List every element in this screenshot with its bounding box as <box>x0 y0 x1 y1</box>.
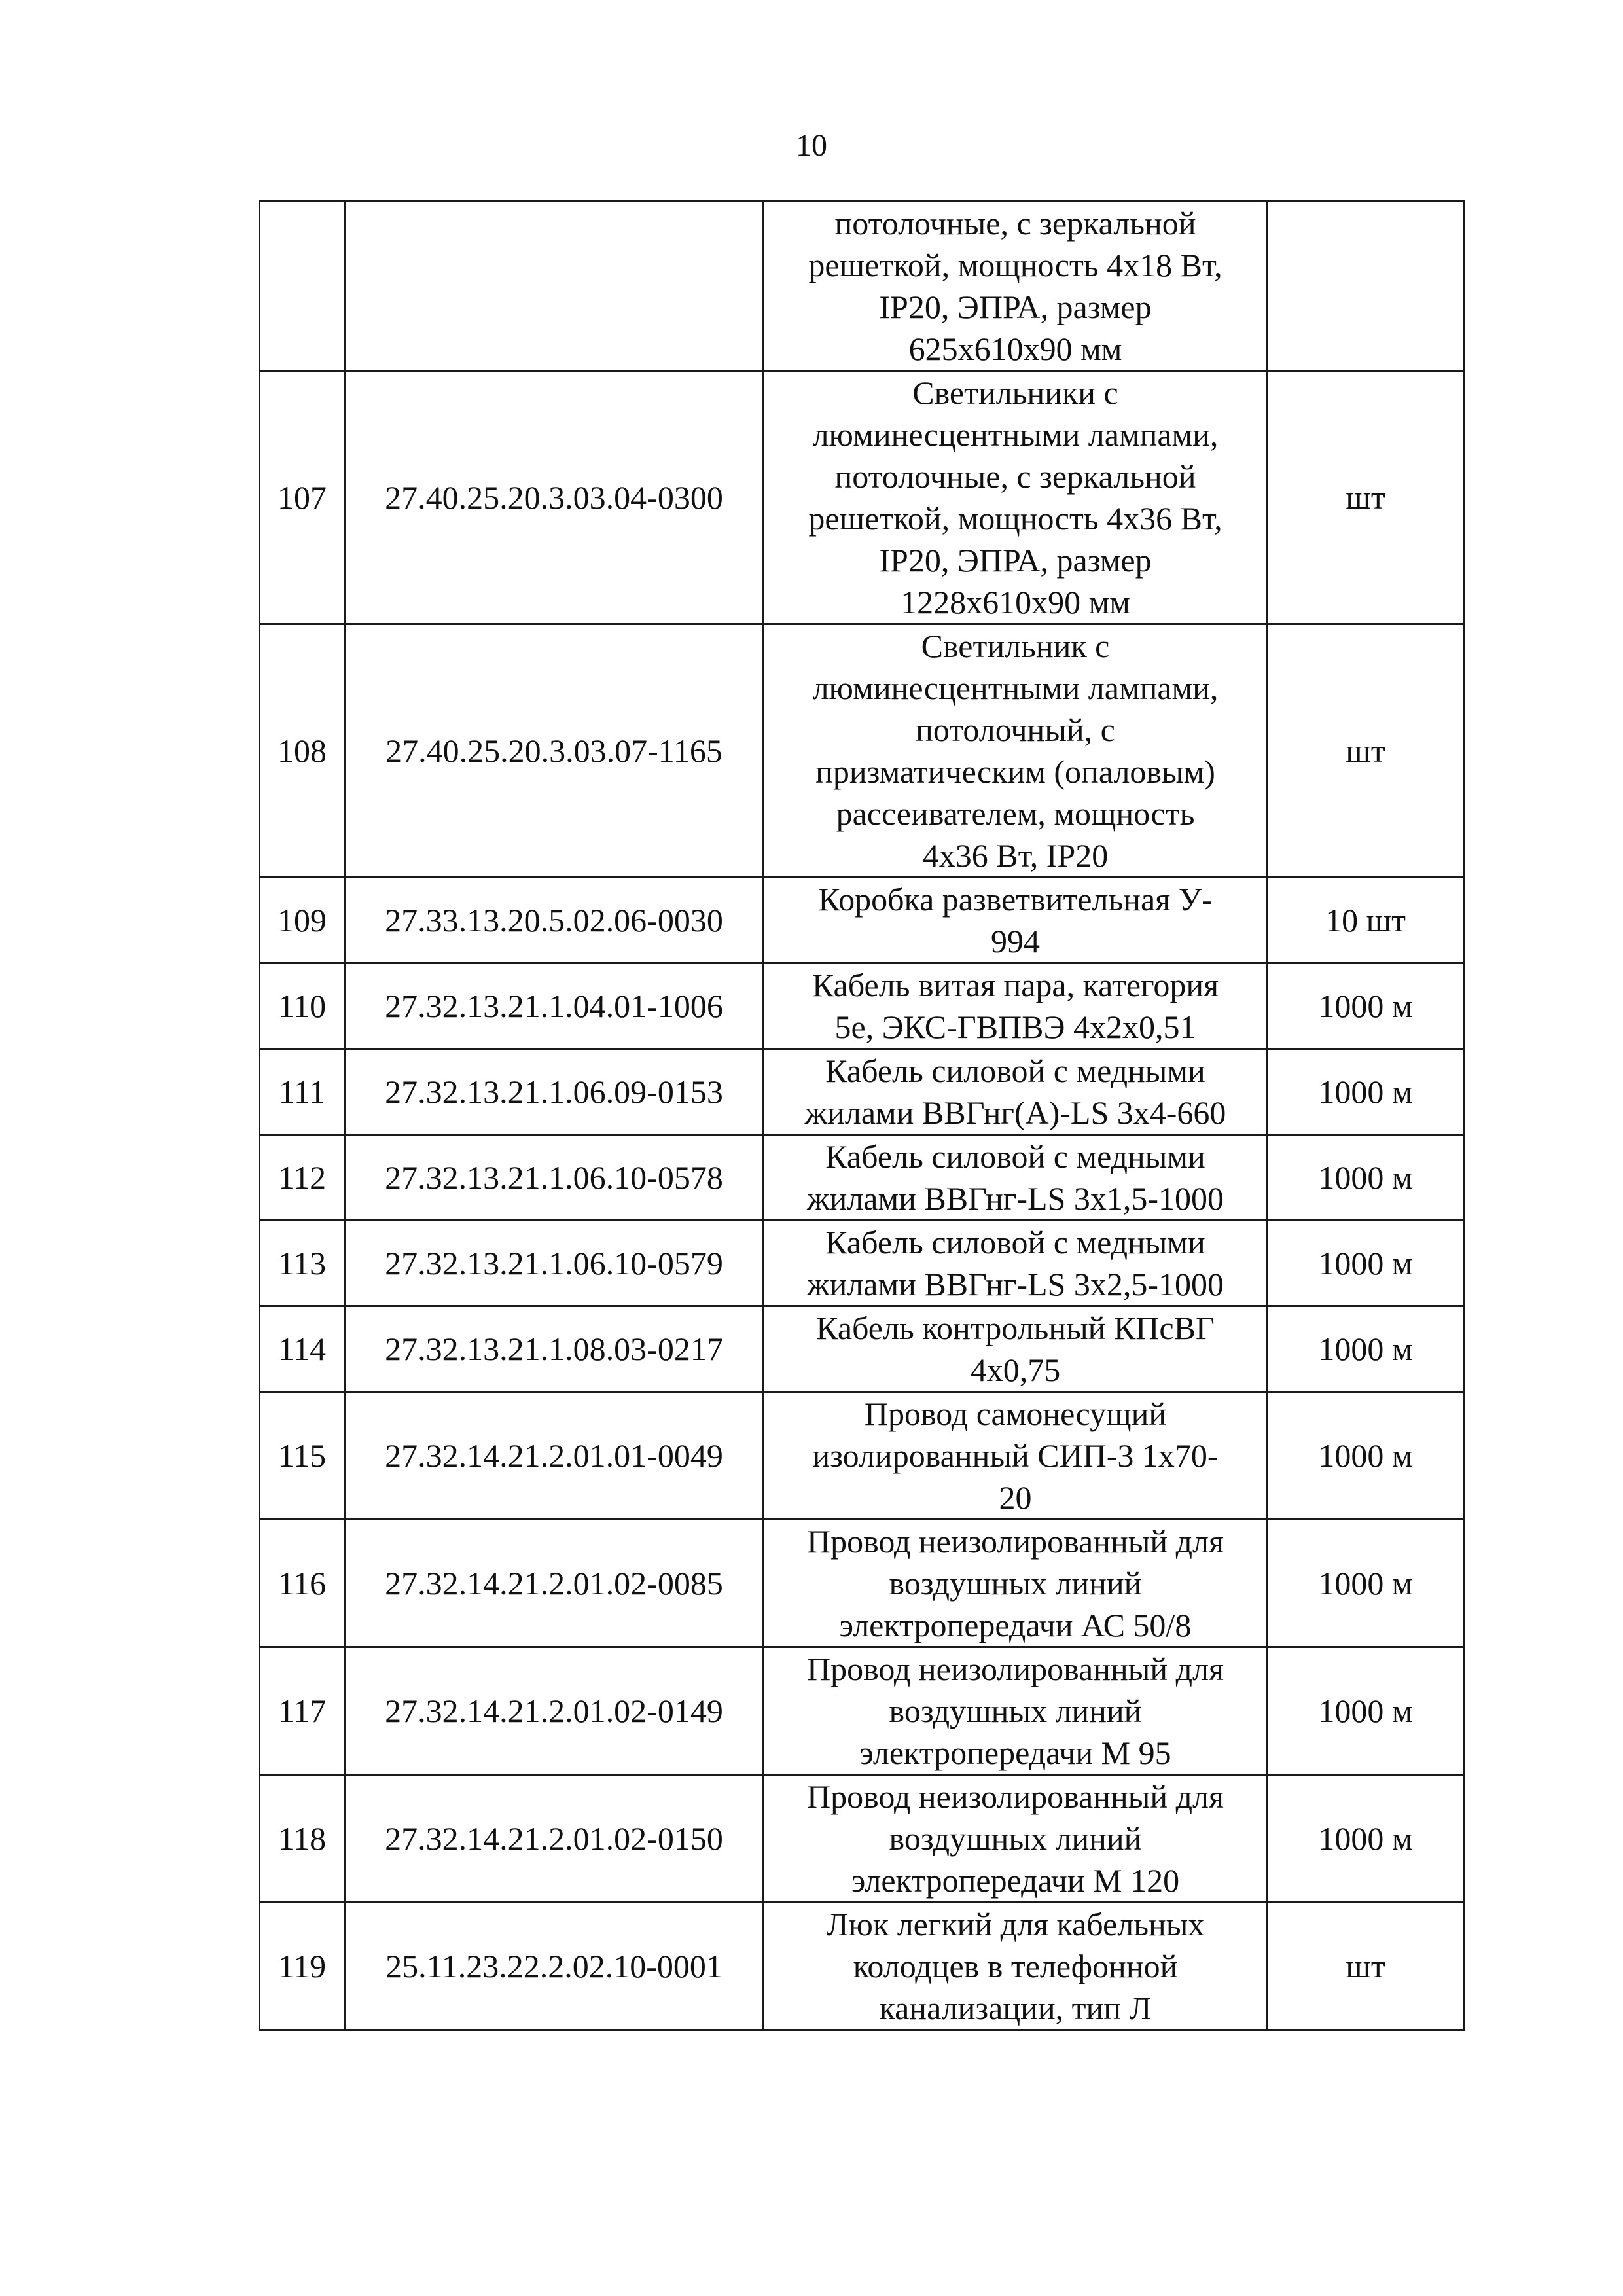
resource-code: 27.32.14.21.2.01.01-0049 <box>345 1392 764 1520</box>
resource-code: 27.32.13.21.1.04.01-1006 <box>345 963 764 1049</box>
resource-name: Провод неизолированный для воздушных линий электропередачи М 120 <box>764 1775 1268 1903</box>
table-row <box>260 878 1464 963</box>
row-number: 112 <box>260 1135 345 1221</box>
table-row <box>260 1049 1464 1135</box>
materials-table <box>259 200 1465 2031</box>
resource-name: Провод самонесущий изолированный СИП-3 1x70- 20 <box>764 1392 1268 1520</box>
resource-code: 27.32.13.21.1.06.09-0153 <box>345 1049 764 1135</box>
unit-of-measure: шт <box>1268 624 1464 878</box>
table-row <box>260 202 1464 371</box>
resource-code: 27.32.13.21.1.06.10-0578 <box>345 1135 764 1221</box>
row-number: 108 <box>260 624 345 878</box>
unit-of-measure: 1000 м <box>1268 1392 1464 1520</box>
unit-of-measure: 1000 м <box>1268 1306 1464 1392</box>
row-number: 113 <box>260 1221 345 1306</box>
row-number <box>260 202 345 371</box>
unit-of-measure <box>1268 202 1464 371</box>
table-row <box>260 1392 1464 1520</box>
table-row <box>260 1520 1464 1647</box>
resource-name: потолочные, с зеркальной решеткой, мощность 4x18 Вт, IP20, ЭПРА, размер 625x610x90 мм <box>764 202 1268 371</box>
resource-code: 27.32.14.21.2.01.02-0085 <box>345 1520 764 1647</box>
row-number: 114 <box>260 1306 345 1392</box>
resource-name: Кабель силовой с медными жилами ВВГнг-LS 3x1,5-1000 <box>764 1135 1268 1221</box>
unit-of-measure: 10 шт <box>1268 878 1464 963</box>
resource-name: Кабель контрольный КПсВГ 4x0,75 <box>764 1306 1268 1392</box>
row-number: 117 <box>260 1647 345 1775</box>
table-row <box>260 963 1464 1049</box>
row-number: 107 <box>260 371 345 624</box>
resource-name: Светильник с люминесцентными лампами, потолочный, с призматическим (опаловым) рассеивателем, мощность 4x36 Вт, IP20 <box>764 624 1268 878</box>
table-row <box>260 624 1464 878</box>
resource-name: Светильники с люминесцентными лампами, потолочные, с зеркальной решеткой, мощность 4x36 Вт, IP20, ЭПРА, размер 1228x610x90 мм <box>764 371 1268 624</box>
table-row <box>260 1775 1464 1903</box>
unit-of-measure: 1000 м <box>1268 963 1464 1049</box>
table-row <box>260 1903 1464 2030</box>
unit-of-measure: шт <box>1268 371 1464 624</box>
resource-code: 27.32.14.21.2.01.02-0149 <box>345 1647 764 1775</box>
resource-code: 27.40.25.20.3.03.07-1165 <box>345 624 764 878</box>
row-number: 110 <box>260 963 345 1049</box>
resource-name: Люк легкий для кабельных колодцев в телефонной канализации, тип Л <box>764 1903 1268 2030</box>
table-row <box>260 1135 1464 1221</box>
table-row <box>260 1647 1464 1775</box>
unit-of-measure: 1000 м <box>1268 1775 1464 1903</box>
unit-of-measure: шт <box>1268 1903 1464 2030</box>
row-number: 115 <box>260 1392 345 1520</box>
resource-code: 27.33.13.20.5.02.06-0030 <box>345 878 764 963</box>
resource-code: 27.32.14.21.2.01.02-0150 <box>345 1775 764 1903</box>
unit-of-measure: 1000 м <box>1268 1049 1464 1135</box>
table-row <box>260 371 1464 624</box>
resource-name: Провод неизолированный для воздушных линий электропередачи АС 50/8 <box>764 1520 1268 1647</box>
resource-code: 25.11.23.22.2.02.10-0001 <box>345 1903 764 2030</box>
unit-of-measure: 1000 м <box>1268 1520 1464 1647</box>
row-number: 109 <box>260 878 345 963</box>
table-row <box>260 1306 1464 1392</box>
unit-of-measure: 1000 м <box>1268 1647 1464 1775</box>
table-row <box>260 1221 1464 1306</box>
resource-code <box>345 202 764 371</box>
resource-name: Кабель силовой с медными жилами ВВГнг-LS 3x2,5-1000 <box>764 1221 1268 1306</box>
row-number: 116 <box>260 1520 345 1647</box>
resource-code: 27.32.13.21.1.06.10-0579 <box>345 1221 764 1306</box>
resource-name: Коробка разветвительная У- 994 <box>764 878 1268 963</box>
row-number: 119 <box>260 1903 345 2030</box>
row-number: 118 <box>260 1775 345 1903</box>
resource-name: Кабель силовой с медными жилами ВВГнг(А)-LS 3x4-660 <box>764 1049 1268 1135</box>
unit-of-measure: 1000 м <box>1268 1221 1464 1306</box>
page-number: 10 <box>796 128 827 163</box>
unit-of-measure: 1000 м <box>1268 1135 1464 1221</box>
resource-name: Провод неизолированный для воздушных линий электропередачи М 95 <box>764 1647 1268 1775</box>
resource-code: 27.32.13.21.1.08.03-0217 <box>345 1306 764 1392</box>
resource-code: 27.40.25.20.3.03.04-0300 <box>345 371 764 624</box>
resource-name: Кабель витая пара, категория 5е, ЭКС-ГВПВЭ 4x2x0,51 <box>764 963 1268 1049</box>
row-number: 111 <box>260 1049 345 1135</box>
